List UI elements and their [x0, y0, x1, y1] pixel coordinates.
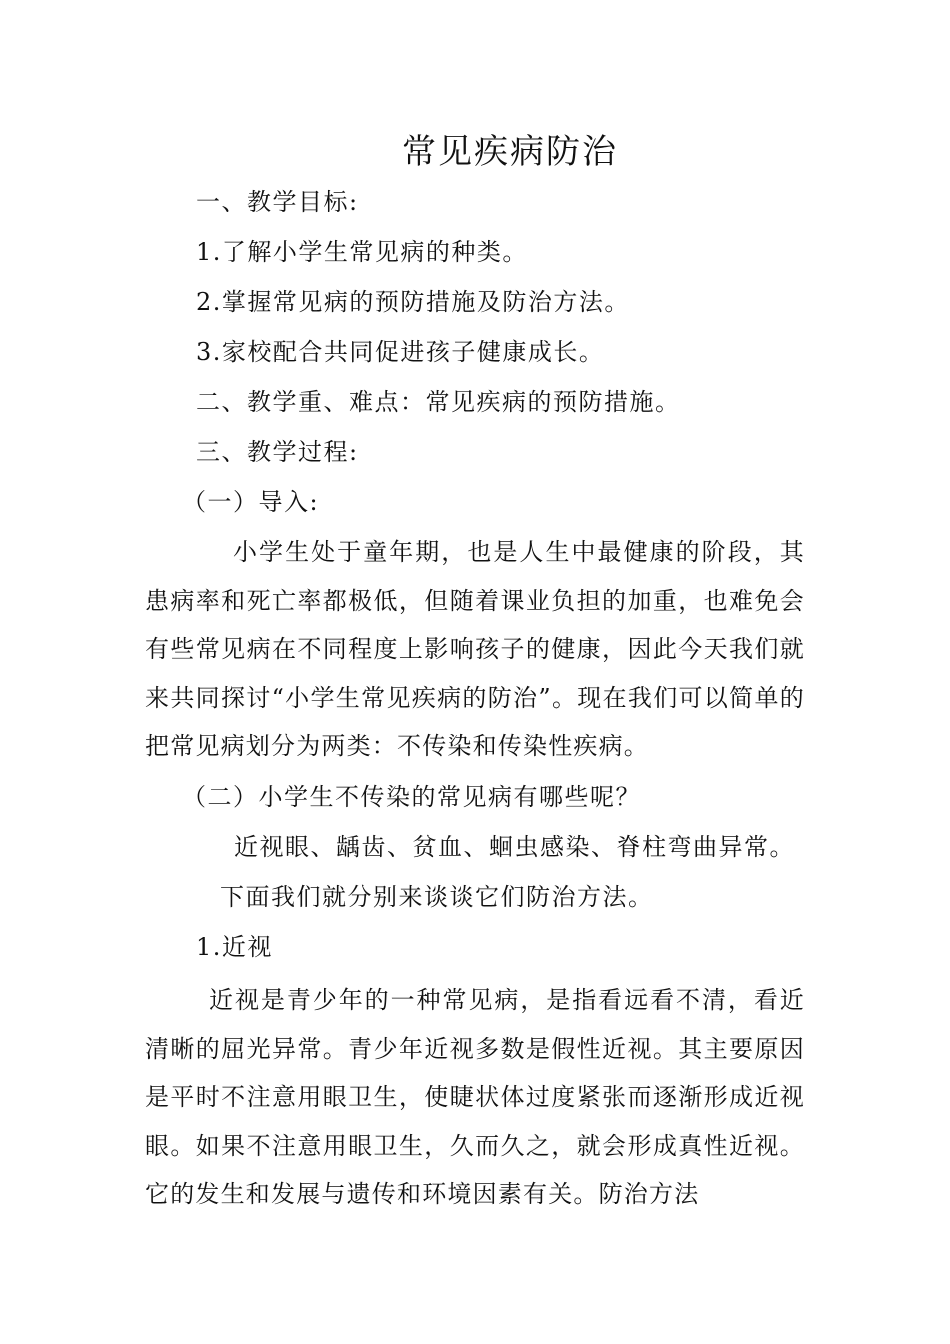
objective-item-3: 3.家校配合共同促进孩子健康成长。 [196, 338, 605, 366]
section2-heading: （二）小学生不传染的常见病有哪些呢？ [182, 783, 641, 811]
document-title: 常见疾病防治 [402, 132, 618, 172]
section2-disease-list: 近视眼、龋齿、贫血、蛔虫感染、脊柱弯曲异常。 [234, 833, 795, 861]
process-heading: 三、教学过程: [196, 438, 359, 466]
myopia-paragraph: 近视是青少年的一种常见病，是指看远看不清，看近清晰的屈光异常。青少年近视多数是假性近视。其主要原因是平时不注意用眼卫生，使睫状体过度紧张而逐渐形成近视眼。如果不注意用眼卫生，久而久之，就会形成真性近视。它的发生和发展与遗传和环境因素有关。防治方法 [145, 986, 805, 1209]
objective-item-1: 1.了解小学生常见病的种类。 [196, 238, 528, 266]
objectives-heading: 一、教学目标: [196, 188, 359, 216]
section2-transition: 下面我们就分别来谈谈它们防治方法。 [220, 883, 654, 911]
intro-paragraph: 小学生处于童年期，也是人生中最健康的阶段，其患病率和死亡率都极低，但随着课业负担的加重，也难免会有些常见病在不同程度上影响孩子的健康，因此今天我们就来共同探讨“小学生常见疾病的防治”。现在我们可以简单的把常见病划分为两类：不传染和传染性疾病。 [145, 538, 805, 761]
key-points-line: 二、教学重、难点：常见疾病的预防措施。 [196, 388, 681, 416]
objective-item-2: 2.掌握常见病的预防措施及防治方法。 [196, 288, 630, 316]
intro-heading: （一）导入: [182, 488, 320, 516]
myopia-heading: 1.近视 [196, 933, 273, 961]
